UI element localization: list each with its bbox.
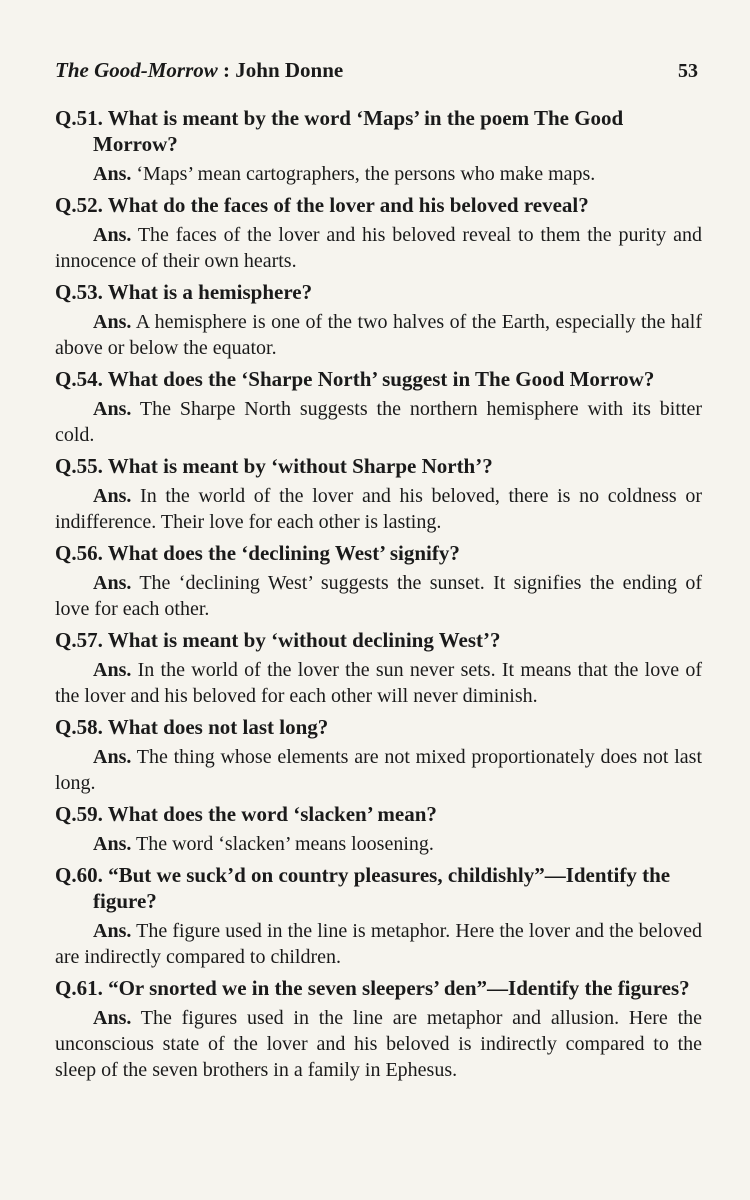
- answer: [55, 744, 702, 796]
- question-number: Q.55.: [55, 454, 103, 478]
- answer: [55, 918, 702, 970]
- qa-item: [55, 105, 702, 187]
- answer-label: Ans.: [93, 485, 132, 507]
- answer: [55, 1005, 702, 1083]
- question-text: What is meant by the word ‘Maps’ in the poem The Good Morrow?: [93, 106, 624, 156]
- answer-label: Ans.: [93, 1007, 132, 1029]
- qa-item: [55, 540, 702, 622]
- answer-label: Ans.: [93, 398, 132, 420]
- question: [55, 862, 702, 914]
- question: [55, 453, 702, 479]
- answer: [55, 222, 702, 274]
- question: [55, 714, 702, 740]
- answer-text: The word ‘slacken’ means loosening.: [136, 833, 434, 855]
- answer: [55, 483, 702, 535]
- qa-item: [55, 453, 702, 535]
- question: [55, 279, 702, 305]
- running-header: [55, 58, 698, 83]
- qa-list: [55, 100, 702, 1083]
- answer: [55, 161, 702, 187]
- question-text: “But we suck’d on country pleasures, childishly”—Identify the figure?: [93, 863, 671, 913]
- question: [55, 975, 702, 1001]
- answer: [55, 309, 702, 361]
- question-number: Q.52.: [55, 193, 103, 217]
- question: [55, 366, 702, 392]
- qa-item: [55, 192, 702, 274]
- answer: [55, 657, 702, 709]
- question-text: “Or snorted we in the seven sleepers’ den”—Identify the figures?: [108, 976, 690, 1000]
- answer-text: In the world of the lover and his beloved, there is no coldness or indifference. Their love for each other is lasting.: [55, 485, 702, 533]
- answer: [55, 831, 702, 857]
- question: [55, 105, 702, 157]
- answer-text: The faces of the lover and his beloved reveal to them the purity and innocence of their own hearts.: [55, 224, 702, 272]
- qa-item: [55, 366, 702, 448]
- question: [55, 801, 702, 827]
- answer-label: Ans.: [93, 163, 132, 185]
- work-title: The Good-Morrow: [55, 58, 218, 82]
- question-number: Q.57.: [55, 628, 103, 652]
- answer-label: Ans.: [93, 311, 132, 333]
- answer-label: Ans.: [93, 659, 132, 681]
- answer-text: The figure used in the line is metaphor. Here the lover and the beloved are indirectly compared to children.: [55, 920, 702, 968]
- question-number: Q.59.: [55, 802, 103, 826]
- answer-text: ‘Maps’ mean cartographers, the persons who make maps.: [136, 163, 596, 185]
- qa-item: [55, 975, 702, 1083]
- question-text: What is meant by ‘without Sharpe North’?: [107, 454, 493, 478]
- answer-text: In the world of the lover the sun never sets. It means that the love of the lover and his beloved for each other will never diminish.: [55, 659, 702, 707]
- question-number: Q.53.: [55, 280, 103, 304]
- question-text: What is a hemisphere?: [107, 280, 313, 304]
- qa-item: [55, 279, 702, 361]
- question-text: What does the ‘declining West’ signify?: [107, 541, 460, 565]
- author-name: John Donne: [235, 58, 344, 82]
- answer-label: Ans.: [93, 920, 132, 942]
- qa-item: [55, 862, 702, 970]
- answer-label: Ans.: [93, 572, 132, 594]
- question-text: What do the faces of the lover and his beloved reveal?: [107, 193, 589, 217]
- header-title: [55, 58, 343, 83]
- question-text: What does not last long?: [107, 715, 329, 739]
- answer: [55, 570, 702, 622]
- answer-label: Ans.: [93, 746, 132, 768]
- question: [55, 540, 702, 566]
- qa-item: [55, 627, 702, 709]
- answer-label: Ans.: [93, 224, 132, 246]
- question-text: What does the word ‘slacken’ mean?: [107, 802, 437, 826]
- answer-text: The thing whose elements are not mixed proportionately does not last long.: [55, 746, 702, 794]
- page-number: 53: [678, 60, 698, 82]
- qa-item: [55, 714, 702, 796]
- answer-text: The Sharpe North suggests the northern hemisphere with its bitter cold.: [55, 398, 703, 446]
- question: [55, 627, 702, 653]
- question-number: Q.60.: [55, 863, 103, 887]
- answer-text: A hemisphere is one of the two halves of the Earth, especially the half above or below the equator.: [55, 311, 702, 359]
- question-text: What is meant by ‘without declining West’?: [107, 628, 501, 652]
- answer: [55, 396, 702, 448]
- question-number: Q.56.: [55, 541, 103, 565]
- qa-item: [55, 801, 702, 857]
- question-number: Q.51.: [55, 106, 103, 130]
- question-number: Q.61.: [55, 976, 103, 1000]
- question-text: What does the ‘Sharpe North’ suggest in The Good Morrow?: [107, 367, 655, 391]
- answer-text: The ‘declining West’ suggests the sunset. It signifies the ending of love for each other.: [55, 572, 702, 620]
- question-number: Q.54.: [55, 367, 103, 391]
- question-number: Q.58.: [55, 715, 103, 739]
- answer-label: Ans.: [93, 833, 132, 855]
- question: [55, 192, 702, 218]
- answer-text: The figures used in the line are metaphor and allusion. Here the unconscious state of the lover and his beloved is indirectly compared to the sleep of the seven brothers in a family in Ephesus.: [55, 1007, 702, 1081]
- title-separator: :: [217, 58, 236, 82]
